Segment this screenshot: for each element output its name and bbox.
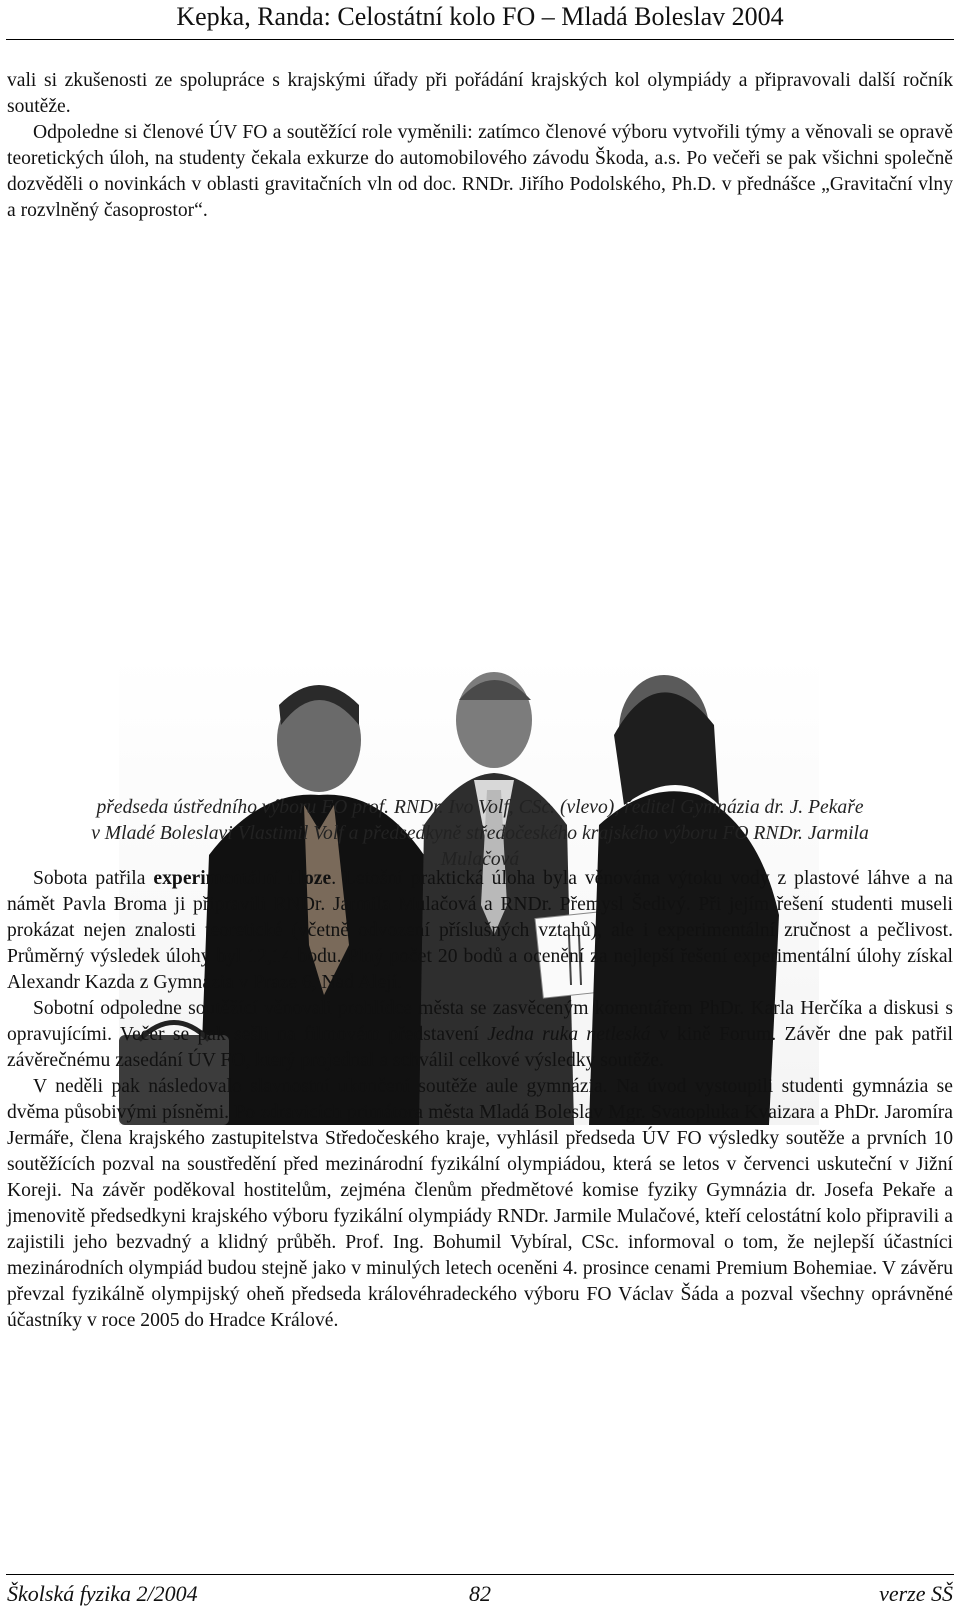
photo-caption: předseda ústředního výboru FO prof. RNDr. Ivo Volf, CSc. (vlevo), ředitel Gymnázia dr. J. Pekaře v Mladé Boleslavi Vlastimil Volf a předsedkyně středočeského krajského výboru FO RNDr. Jarmila Mulačová — [91, 797, 869, 870]
paragraph-sunday: V neděli pak následovalo slavnostní ukončení soutěže aule gymnázia. Na úvod vystoupili studenti gymnázia se dvěma působivými písněmi. Po zdravicích primátora města Mladá Boleslav Mgr. Svatopluka Kvaizara a PhDr. Jaromíra Jermáře, člena krajského zastupitelstva Středočeského kraje, vyhlásil předseda ÚV FO výsledky soutěže a prvních 10 soutěžících pozval na soustředění před mezinárodní fyzikální olympiádou, která se letos v červenci uskuteční v Jižní Koreji. Na závěr poděkoval hostitelům, zejména členům předmětové komise fyziky Gymnázia dr. Josefa Pekaře a jmenovitě předsedkyni krajského výboru fyzikální olympiády RNDr. Jarmile Mulačové, kteří celostátní kolo připravili a zajistili jeho bezvadný a klidný průběh. Prof. Ing. Bohumil Vybíral, CSc. informoval o tom, že nejlepší účastníci mezinárodních olympiád budou stejně jako v minulých letech oceněni 4. prosince cenami Premium Bohemiae. V závěru převzal fyzikálně olympijský oheň předseda královéhradeckého výboru FO Václav Šáda a pozval všechny oprávněné účastníky v roce 2005 do Hradce Králové. — [7, 1076, 953, 1331]
film-title: Jedna ruka netleská — [487, 1024, 651, 1045]
footer-journal: Školská fyzika 2/2004 — [7, 1581, 198, 1606]
text-run: . Letošní praktická úloha byla věnována výtoku vody z plastové láhve a na námět Pavla Broma ji připravili RNDr. Jarmila Mulačová a RNDr. Přemysl Šedivý. Při jejím řešení studenti museli prokázat nejen znalosti teoretické (včetně odvození příslušných vztahů), ale i experimentální zručnost a pečlivost. Průměrný výsledek úlohy byl 12,14 bodu. Plný počet 20 bodů a ocenění za nejlepší řešení experimentální úlohy získal Alexandr Kazda z Gymnázia v Praze 6, Nad Alejí. — [7, 868, 953, 993]
header-title: Kepka, Randa: Celostátní kolo FO – Mladá Boleslav 2004 — [176, 2, 784, 31]
text-run: v kině Forum. Závěr dne pak patřil závěrečnému zasedání ÚV FO, který projednal a schválil celkové výsledky soutěže. — [7, 1024, 953, 1071]
bottom-text-block — [7, 866, 953, 1334]
paragraph-continuation: vali si zkušenosti ze spolupráce s krajskými úřady při pořádání krajských kol olympiády a připravovali další ročník soutěže. — [7, 70, 953, 117]
header-divider — [6, 39, 954, 40]
running-header — [0, 0, 960, 40]
paragraph-saturday-afternoon — [7, 996, 953, 1074]
bold-phrase: experimentální úloze — [153, 868, 332, 889]
footer-divider — [6, 1574, 954, 1575]
top-text-block — [7, 68, 953, 224]
footer-page-number: 82 — [469, 1581, 491, 1606]
paragraph-saturday — [7, 866, 953, 996]
text-run: Sobota patřila — [33, 868, 154, 889]
paragraph-afternoon: Odpoledne si členové ÚV FO a soutěžící role vyměnili: zatímco členové výboru vytvořili týmy a věnovali se opravě teoretických úloh, na studenty čekala exkurze do automobilového závodu Škoda, a.s. Po večeři se pak všichni společně dozvěděli o novinkách v oblasti gravitačních vln od doc. RNDr. Jiřího Podolského, Ph.D. v přednášce „Gravitační vlny a rozvlněný časoprostor“. — [7, 122, 953, 221]
text-run: Sobotní odpoledne soutěžící věnovali prohlídce města se zasvěceným komentářem PhDr. Karla Herčíka a diskusi s opravujícími. Večer se pak sešli na filmovém představení — [7, 998, 953, 1045]
page-footer — [7, 1580, 953, 1610]
footer-version: verze SŠ — [879, 1581, 953, 1606]
